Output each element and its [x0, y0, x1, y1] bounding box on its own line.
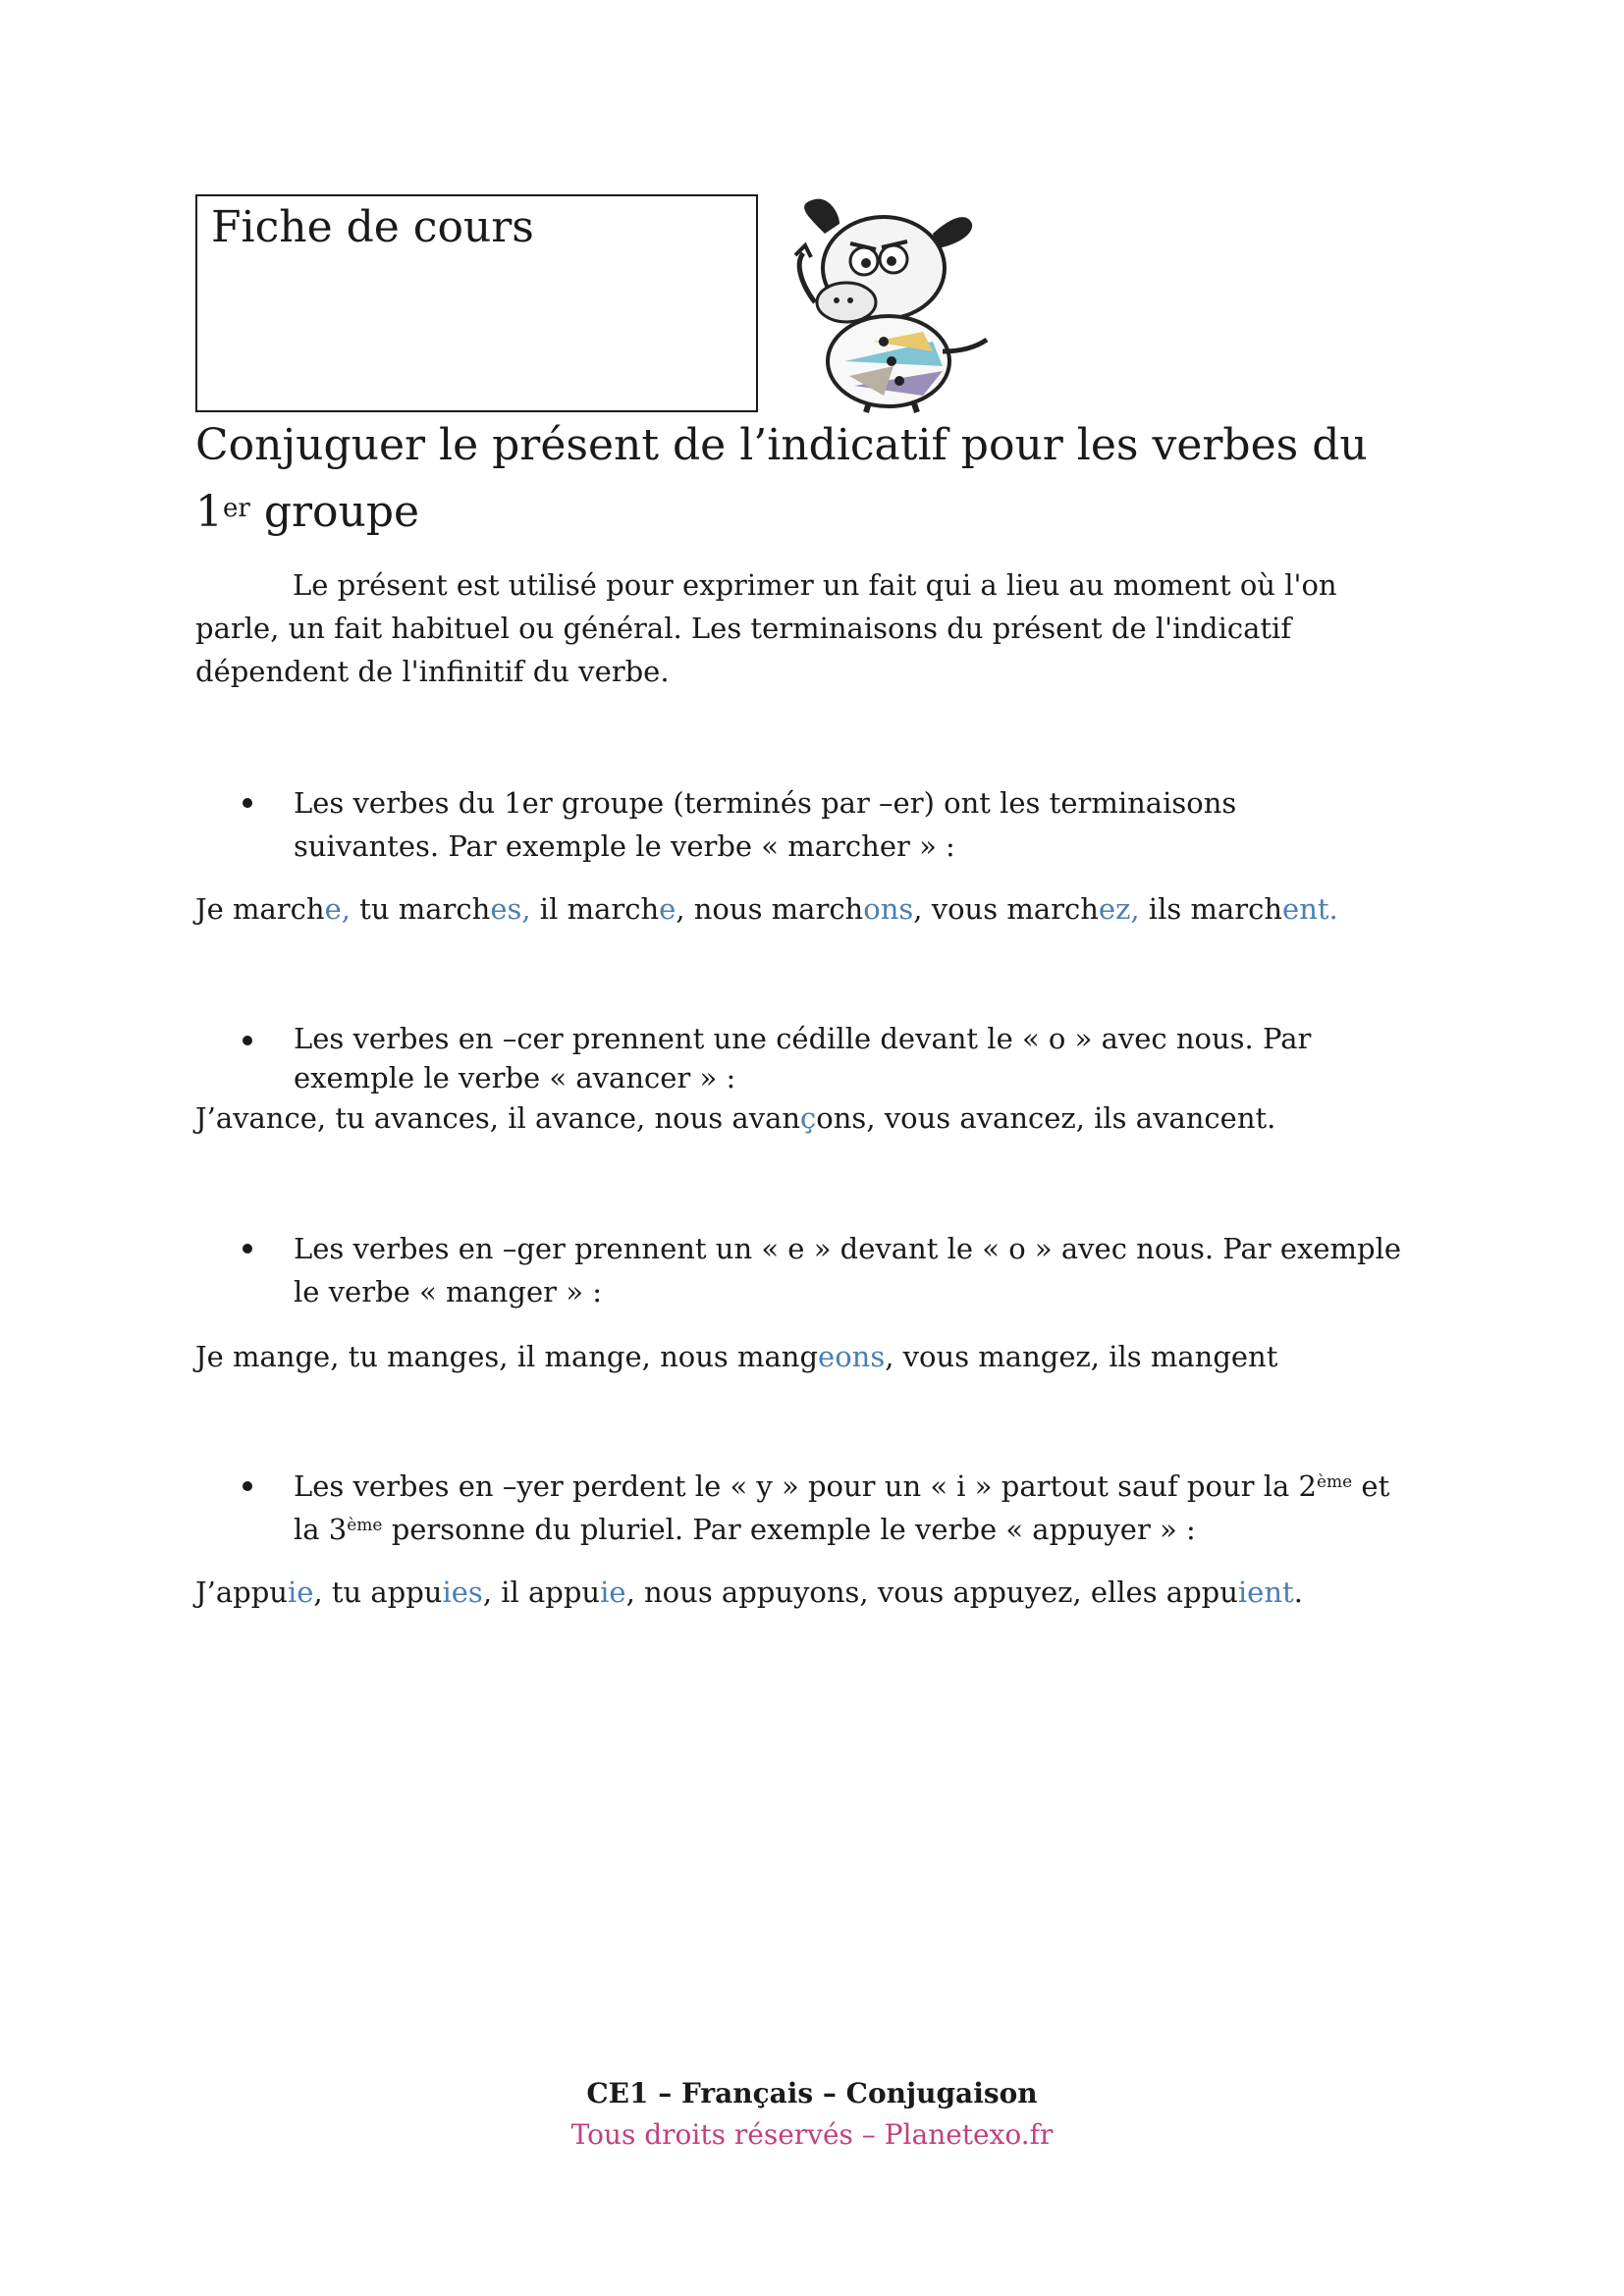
bullet-line: [294, 1465, 1389, 1508]
bullet-line: exemple le verbe « avancer » :: [294, 1061, 736, 1095]
bullet-dot-icon: [243, 1481, 252, 1491]
bullet-line: Les verbes en –cer prennent une cédille devant le « o » avec nous. Par: [294, 1022, 1312, 1055]
verb-text: ils march: [1139, 892, 1283, 926]
title-rest: groupe: [249, 487, 420, 537]
verb-text: , nous march: [676, 892, 864, 926]
header-box-label: Fiche de cours: [211, 202, 534, 252]
example-conjugation: [195, 1335, 1277, 1378]
page-title: [195, 412, 1472, 546]
superscript: ème: [347, 1516, 383, 1535]
bullet-line: le verbe « manger » :: [294, 1275, 602, 1308]
verb-ending: ie: [287, 1575, 314, 1609]
verb-ending: ient: [1237, 1575, 1294, 1609]
bullet-line: Les verbes du 1er groupe (terminés par –er) ont les terminaisons: [294, 786, 1237, 820]
verb-text: J’appu: [195, 1575, 288, 1609]
verb-text: , tu appu: [313, 1575, 443, 1609]
footer-copyright: Tous droits réservés – Planetexo.fr: [570, 2118, 1054, 2151]
cartoon-sheep-mascot-icon: [785, 194, 1001, 414]
verb-ending: e: [659, 892, 677, 926]
title-superscript: er: [223, 494, 250, 523]
example-conjugation: [195, 887, 1338, 931]
verb-ending: ie: [600, 1575, 626, 1609]
verb-text: , il appu: [482, 1575, 601, 1609]
title-number: 1: [195, 487, 223, 537]
example-conjugation: [195, 1571, 1303, 1614]
verb-text: , vous mangez, ils mangent: [885, 1340, 1278, 1373]
verb-ending: eons: [818, 1340, 886, 1373]
verb-text: Je mange, tu manges, il mange, nous mang: [195, 1340, 819, 1373]
bullet-dot-icon: [243, 1244, 252, 1254]
verb-ending: e,: [324, 892, 351, 926]
bullet-line: [294, 1508, 1389, 1551]
footer-subject: CE1 – Français – Conjugaison: [586, 2077, 1038, 2109]
verb-text: tu march: [350, 892, 491, 926]
bullet-text-part: personne du pluriel. Par exemple le verbe « appuyer » :: [382, 1513, 1196, 1546]
bullet-item: [243, 1227, 1519, 1315]
bullet-text-part: Les verbes en –yer perdent le « y » pour un « i » partout sauf pour la 2: [294, 1469, 1317, 1503]
example-conjugation: [195, 1096, 1275, 1140]
bullet-item: [243, 1019, 1470, 1107]
title-line-2: [195, 479, 1472, 546]
title-line-1: Conjuguer le présent de l’indicatif pour les verbes du: [195, 420, 1368, 470]
bullet-text-part: et: [1352, 1469, 1390, 1503]
intro-line-2: parle, un fait habituel ou général. Les terminaisons du présent de l'indicatif: [195, 612, 1292, 645]
verb-ending: ez,: [1098, 892, 1140, 926]
bullet-line: suivantes. Par exemple le verbe « marcher » :: [294, 829, 955, 863]
verb-ending: ent.: [1282, 892, 1338, 926]
intro-paragraph: [195, 563, 1442, 693]
verb-ending: ons: [863, 892, 914, 926]
bullet-text-part: la 3: [294, 1513, 348, 1546]
bullet-item: [243, 781, 1470, 870]
verb-ending: es,: [490, 892, 531, 926]
bullet-dot-icon: [243, 798, 252, 808]
superscript: ème: [1316, 1472, 1353, 1492]
bullet-item: [243, 1465, 1519, 1553]
verb-ending: ç: [800, 1101, 817, 1135]
bullet-line: Les verbes en –ger prennent un « e » devant le « o » avec nous. Par exemple: [294, 1232, 1402, 1265]
verb-text: il march: [530, 892, 660, 926]
verb-text: Je march: [195, 892, 325, 926]
verb-text: J’avance, tu avances, il avance, nous avan: [195, 1101, 801, 1135]
verb-text: .: [1293, 1575, 1303, 1609]
verb-text: , nous appuyons, vous appuyez, elles appu: [625, 1575, 1238, 1609]
verb-ending: ies: [442, 1575, 483, 1609]
verb-text: ons, vous avancez, ils avancent.: [816, 1101, 1276, 1135]
intro-line-1: Le présent est utilisé pour exprimer un fait qui a lieu au moment où l'on: [293, 568, 1337, 602]
verb-text: , vous march: [913, 892, 1099, 926]
bullet-dot-icon: [243, 1036, 252, 1045]
intro-line-3: dépendent de l'infinitif du verbe.: [195, 655, 670, 688]
